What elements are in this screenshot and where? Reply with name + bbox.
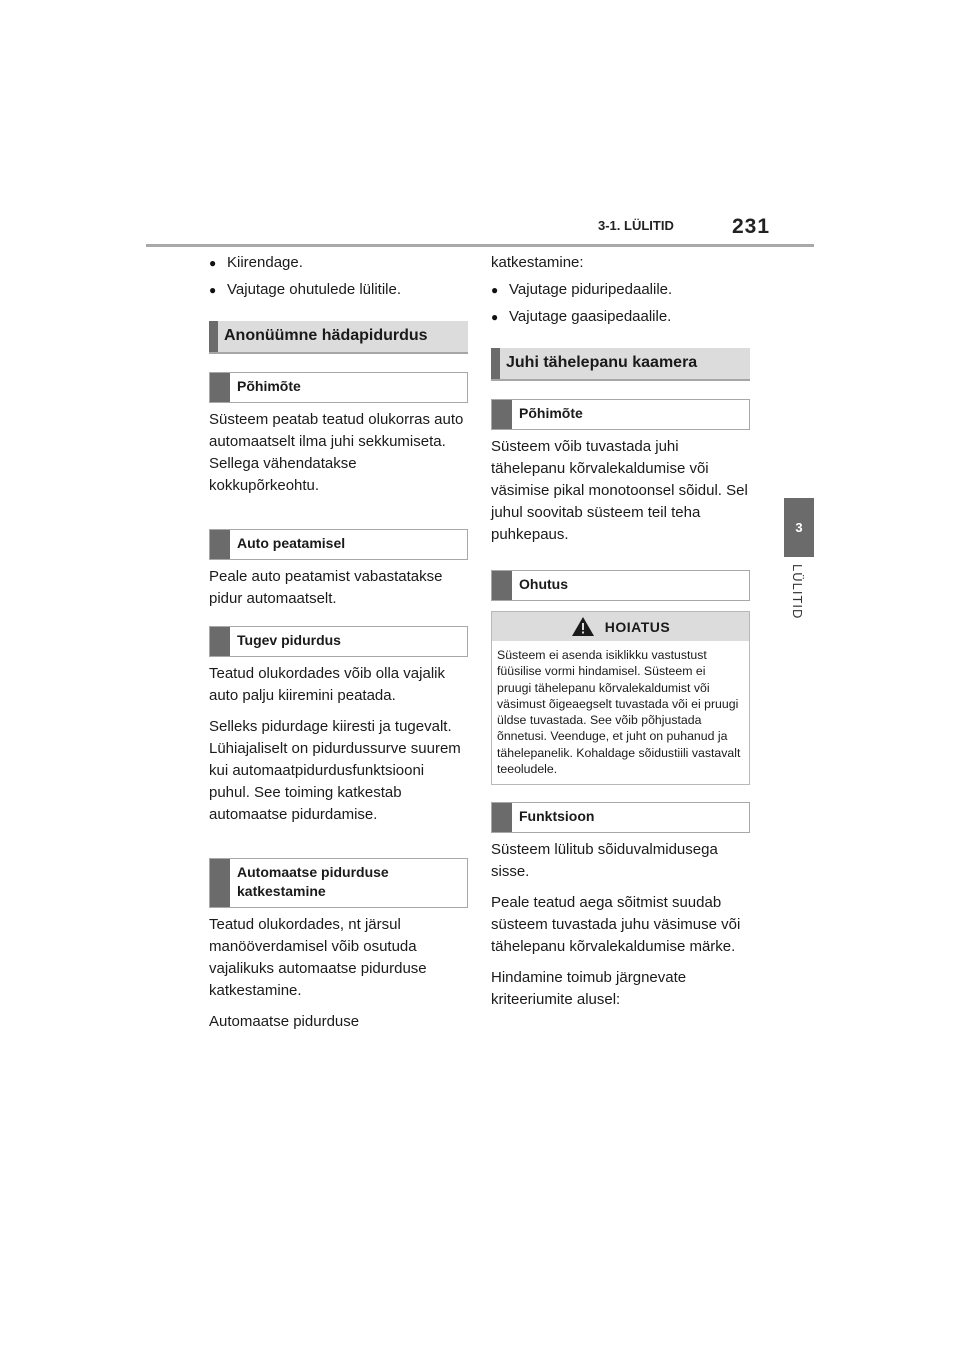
subheading-principle xyxy=(209,372,468,403)
subheading-bar xyxy=(210,859,230,907)
paragraph: Teatud olukordades võib olla vajalik auto palju kiiremini peatada. xyxy=(209,665,445,704)
subheading-bar xyxy=(492,803,512,832)
subheading-auto-stopped xyxy=(209,529,468,560)
bullet-icon: ● xyxy=(209,256,217,270)
subheading-text: Auto peatamisel xyxy=(237,535,346,551)
left-column xyxy=(209,252,468,1042)
warning-triangle-icon xyxy=(571,616,595,637)
paragraph: Selleks pidurdage kiiresti ja tugevalt. Lühiajaliselt on pidurdussurve suurem kui automaatpidurdusfunktsiooni puhul. See toiming katkestab automaatse pidurdamise. xyxy=(209,718,461,823)
subheading-bar xyxy=(210,530,230,559)
list-item-text: Kiirendage. xyxy=(227,254,303,271)
chapter-tab-label: LÜLITID xyxy=(790,564,805,620)
warning-title: HOIATUS xyxy=(604,618,671,635)
subheading-function xyxy=(491,802,750,833)
paragraph: Peale teatud aega sõitmist suudab süsteem tuvastada juhu väsimuse või tähelepanu kõrvalekaldumise märke. xyxy=(491,894,741,956)
list-item-text: Vajutage piduripedaalile. xyxy=(509,281,673,298)
subheading-bar xyxy=(492,400,512,429)
heading-anonymous-emergency-braking xyxy=(209,321,468,354)
subheading-bar xyxy=(492,571,512,600)
heading-bar xyxy=(209,321,218,352)
subheading-text: Funktsioon xyxy=(519,808,595,825)
section-title: 3-1. LÜLITID xyxy=(598,218,674,233)
right-column xyxy=(491,252,750,1020)
subheading-safety xyxy=(491,570,750,601)
subheading-text: Tugev pidurdus xyxy=(237,632,341,648)
list-item-text: Vajutage ohutulede lülitile. xyxy=(227,281,402,298)
paragraph: Süsteem lülitub sõiduvalmidusega sisse. xyxy=(491,841,718,881)
header-rule xyxy=(146,244,814,247)
subheading-bar xyxy=(210,373,230,402)
paragraph: katkestamine: xyxy=(491,254,584,271)
paragraph: Automaatse pidurduse xyxy=(209,1013,360,1030)
subheading-strong-braking xyxy=(209,626,468,657)
subheading-principle xyxy=(491,399,750,430)
list-item-text: Vajutage gaasipedaalile. xyxy=(509,308,672,325)
list-item xyxy=(491,306,750,328)
heading-text: Anonüümne hädapidurdus xyxy=(224,327,428,344)
subheading-bar xyxy=(210,627,230,656)
bullet-icon: ● xyxy=(491,283,499,297)
list-item xyxy=(491,279,750,301)
subheading-cancel-auto-braking xyxy=(209,858,468,908)
paragraph: Teatud olukordades, nt järsul manööverdamisel võib osutuda vajalikuks automaatse pidurduse katkestamine. xyxy=(209,916,427,999)
warning-header xyxy=(492,612,749,641)
paragraph: Süsteem võib tuvastada juhi tähelepanu kõrvalekaldumise või väsimise pikal monotoonsel sõidul. Sel juhul soovitab süsteem teil teha puhkepaus. xyxy=(491,438,748,543)
heading-text: Juhi tähelepanu kaamera xyxy=(506,354,698,371)
paragraph: Süsteem peatab teatud olukorras auto automaatselt ilma juhi sekkumiseta. Sellega vähendatakse kokkupõrkeohtu. xyxy=(209,411,464,494)
heading-bar xyxy=(491,348,500,379)
list-item xyxy=(209,252,468,274)
subheading-text: Automaatse pidurduse katkestamine xyxy=(237,864,389,899)
subheading-text: Ohutus xyxy=(519,576,568,592)
warning-text: Süsteem ei asenda isiklikku vastustust füüsilise vormi hindamisel. Süsteem ei pruugi tähelepanu kõrvalekaldumist või väsimust õigeaegselt tuvastada või ei pruugi üldse tuvastada. See võib põhjustada õnnetusi. Veenduge, et juht on puhanud ja tähelepanelik. Kohaldage sõidustiili vastavalt teeoludele. xyxy=(497,648,741,777)
heading-driver-attention-camera xyxy=(491,348,750,381)
bullet-icon: ● xyxy=(491,310,499,324)
page-number: 231 xyxy=(732,215,771,238)
subheading-text: Põhimõte xyxy=(519,405,583,421)
subheading-text: Põhimõte xyxy=(237,378,301,394)
paragraph: Peale auto peatamist vabastatakse pidur automaatselt. xyxy=(209,568,443,607)
chapter-tab: 3 xyxy=(784,498,814,557)
list-item xyxy=(209,279,468,301)
paragraph: Hindamine toimub järgnevate kriteeriumite alusel: xyxy=(491,969,687,1009)
bullet-icon: ● xyxy=(209,283,217,297)
warning-box xyxy=(491,611,750,785)
